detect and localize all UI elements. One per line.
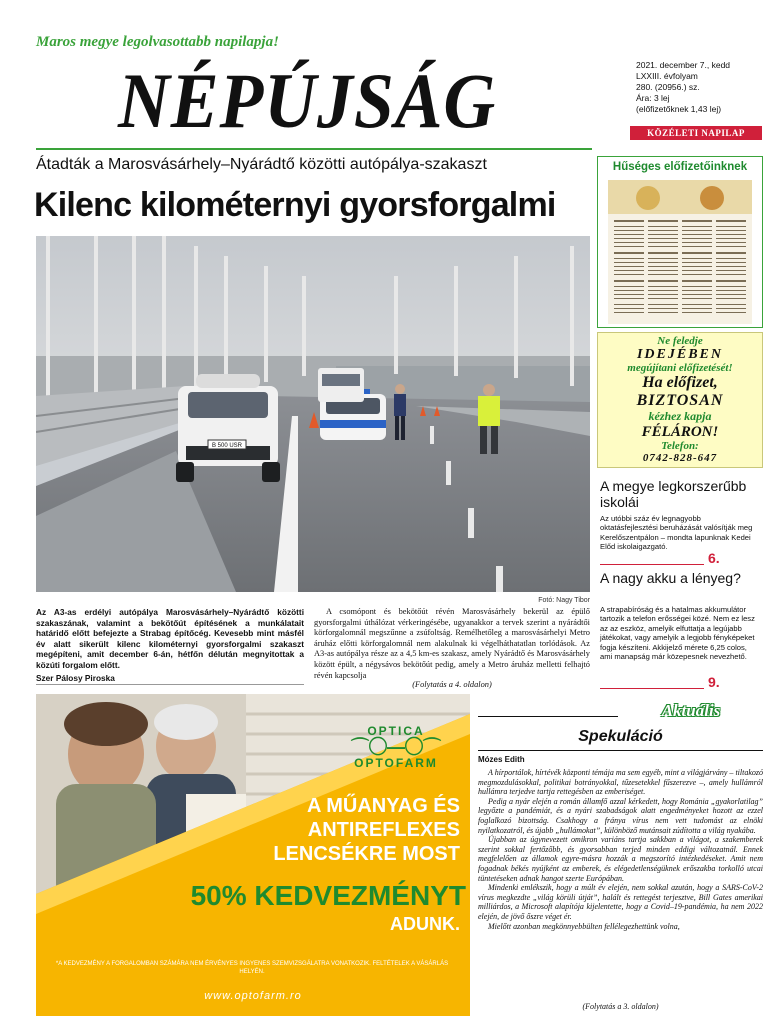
lead-body: A csomópont és bekötőút révén Marosvásárhely bekerül az épülő gyorsforgalmi úthálózat vérkeringésébe, ugyanakkor a tervek szerint a nyárádtői körforgalomnál megszűnne a zsúfoltság. Remélhetőleg a marosvásárhelyi Metro áruház előtti körforgalomnál nem alakulnak ki végelháthatatlan torlódások. Az A3-as autópálya része az a 4,5 km-es szakasz, amely Nyárádtő és Marosvásárhely között épült, a négysávos bekötőút pedig, amely a Metro áruház melletti felhajtó révén kapcsolja: [314, 607, 590, 680]
promo-line-3: megújítani előfizetését!: [627, 362, 733, 374]
optofarm-ad[interactable]: [36, 694, 470, 1016]
section-label[interactable]: Aktuális: [661, 701, 721, 720]
promo-line-4: Ha előfizet,: [642, 374, 718, 391]
subscription-promo[interactable]: [597, 332, 763, 468]
promo-line-2: IDEJÉBEN: [636, 347, 724, 362]
teaser-1-text: Az utóbbi száz év legnagyobb oktatásfejlesztési beruházását valósítják meg Kerelőszentpálon – mondta lapunknak Kedei Előd iskolaigazgató.: [600, 514, 753, 552]
opinion-paragraph: Újabban az úgynevezett omikron variáns tartja sakkban a világot, a szakemberek szerint sokkal fertőzőbb, és gyorsabban terjed minden eddigi változatnál. Ennek megfelelően az államok egyre-másra hozzák a megszorító intézkedéseket. Amit nem fogadnak békés nyújként az emberek, és elégedetlenségüknek erőszakba torkolló utcai tüntetéseken adnak hangot szerte Európában.: [478, 835, 763, 883]
teaser-1-divider: [600, 564, 704, 565]
ad-line-3: LENCSÉKRE MOST: [273, 843, 460, 865]
ad-brand-bottom: OPTOFARM: [354, 756, 438, 770]
ad-headline: [236, 794, 460, 866]
opinion-title[interactable]: Spekuláció: [578, 728, 663, 745]
opinion-continued-link[interactable]: (Folytatás a 3. oldalon): [582, 1002, 659, 1011]
ad-line-5: ADUNK.: [390, 914, 460, 934]
opinion-paragraph: A hírportálok, hírtévék központi témája ma sem egyéb, mint a világjárvány – tiltakozó megmozdulásokkal, politikai botrányokkal, tűzesetekkel fűszerezve –, amely hullámról hullámra terjedve tartja rettegésben az emberiséget.: [478, 768, 763, 797]
masthead-badge: KÖZÉLETI NAPILAP: [630, 126, 762, 140]
ad-fineprint: *A KEDVEZMÉNY A FORGALOMBAN SZÁMÁRA NEM ÉRVÉNYES INGYENES SZEMVIZSGÁLATRA VONATKOZIK. FELTÉTELEK A VÁSÁRLÁS HELYÉN.: [55, 961, 449, 975]
masthead-logo[interactable]: NÉPÚJSÁG: [118, 57, 497, 144]
license-plate: B 500 USR: [211, 443, 243, 449]
lead-kicker[interactable]: Átadták a Marosvásárhely–Nyárádtő közötti autópálya-szakaszt: [36, 156, 487, 173]
opinion-author: Mózes Edith: [478, 755, 525, 764]
glasses-icon: ⌒◯—◯⌒: [351, 737, 441, 757]
teaser-2-divider: [600, 688, 704, 689]
masthead-tagline: Maros megye legolvasottabb napilapja!: [36, 34, 279, 50]
ad-url[interactable]: www.optofarm.ro: [204, 990, 302, 1002]
ad-discount: 50% KEDVEZMÉNYT: [190, 880, 466, 911]
opinion-paragraph: Mielőtt azonban megkönnyebbülten fellélegezhettünk volna,: [488, 921, 680, 931]
promo-line-5: BIZTOSAN: [636, 392, 724, 409]
promo-phone-label: Telefon:: [661, 440, 699, 452]
opinion-paragraph: Mindenki emlékszik, hogy a múlt év elején, nem sokkal azután, hogy a SARS-CoV-2 vírus megkezdte „világ körüli útját”, halált és rettegést terjesztve, Bill Gates amerikai milliárdos, a Microsoft alapítója kijelentette, hogy a Covid–19-pandémia, ha nem 2022 elején, de jövő őszre véget ér.: [478, 883, 763, 921]
opinion-divider: [478, 750, 763, 751]
lead-author: Szer Pálosy Piroska: [36, 673, 115, 683]
teaser-2-page[interactable]: 9.: [708, 674, 720, 690]
calendar-graphic: [608, 180, 752, 324]
issue-price: Ára: 3 lej: [636, 93, 670, 103]
issue-number: 280. (20956.) sz.: [636, 82, 700, 92]
header-divider: [36, 148, 592, 150]
lead-photo[interactable]: [36, 236, 590, 592]
opinion-paragraph: Pedig a nyár elején a román államfő azzal kérkedett, hogy Romániа „gyakorlatilag” legyőzte a pandémiát, és a nyári szabadságok alatt engedményeket hozott az ezzel foglalkozó bizottság. Csakhogy a fránya vírus nem vett tudomást az elnöki nyilatkozatról, és újabb „hullámokat”, különböző mutánsait zúdította a világ nyakába.: [478, 796, 763, 835]
promo-phone-number[interactable]: 0742-828-647: [642, 452, 718, 464]
promo-line-1: Ne feledje: [657, 335, 703, 347]
highway-photo: [36, 236, 590, 592]
issue-date: 2021. december 7., kedd: [636, 60, 731, 70]
optofarm-logo[interactable]: [336, 724, 456, 770]
subscriber-box-title[interactable]: Hűséges előfizetőinknek: [612, 161, 748, 173]
lead-continued-link[interactable]: (Folytatás a 4. oldalon): [412, 680, 492, 689]
section-rule: [478, 716, 618, 717]
issue-subscriber-price: (előfizetőknek 1,43 lej): [636, 104, 722, 114]
teaser-2-title[interactable]: A nagy akku a lényeg?: [600, 570, 741, 586]
lead-headline[interactable]: Kilenc kilométernyi gyorsforgalmi: [34, 186, 556, 224]
calendar-image[interactable]: [608, 180, 752, 324]
lead-summary: Az A3-as erdélyi autópálya Marosvásárhely–Nyárádtő közötti szakaszának, valamint a bekötőút építésének a munkálatait határidő előtt befejezte a Strabag építőcég. Kevesebb mint másfél év alatt sikerült kilenc kilométernyi gyorsforgalmi szakaszt megépíteni, amit december 6-án, hétfőn délután megnyitottak a közúti forgalom előtt.: [36, 607, 304, 670]
ad-line-1: A MŰANYAG ÉS: [307, 795, 460, 817]
teaser-1-page[interactable]: 6.: [708, 550, 720, 566]
issue-volume: LXXIII. évfolyam: [636, 71, 698, 81]
teaser-2-text: A strapabíróság és a hatalmas akkumulátor tartozik a telefon erősségei közé. Nem ez lesz az az eszköz, amelyik elfuttatja a legújabb játékokat, vagy amelyik a legjobb fényképeket fogja készíteni. Akkijelző mérete 6,25 colos, ami manapság már közepesnek nevezhető.: [600, 605, 755, 662]
promo-line-7: FÉLÁRON!: [641, 424, 719, 440]
issue-info: [636, 60, 756, 115]
ad-brand-top: OPTICA: [367, 724, 425, 738]
opinion-body: [478, 768, 763, 931]
teaser-1-title[interactable]: A megye legkorszerűbb iskolái: [600, 478, 747, 510]
author-divider: [36, 684, 304, 685]
ad-line-2: ANTIREFLEXES: [307, 819, 460, 841]
photo-credit: Fotó: Nagy Tibor: [538, 597, 590, 604]
promo-line-6: kézhez kapja: [648, 409, 712, 423]
